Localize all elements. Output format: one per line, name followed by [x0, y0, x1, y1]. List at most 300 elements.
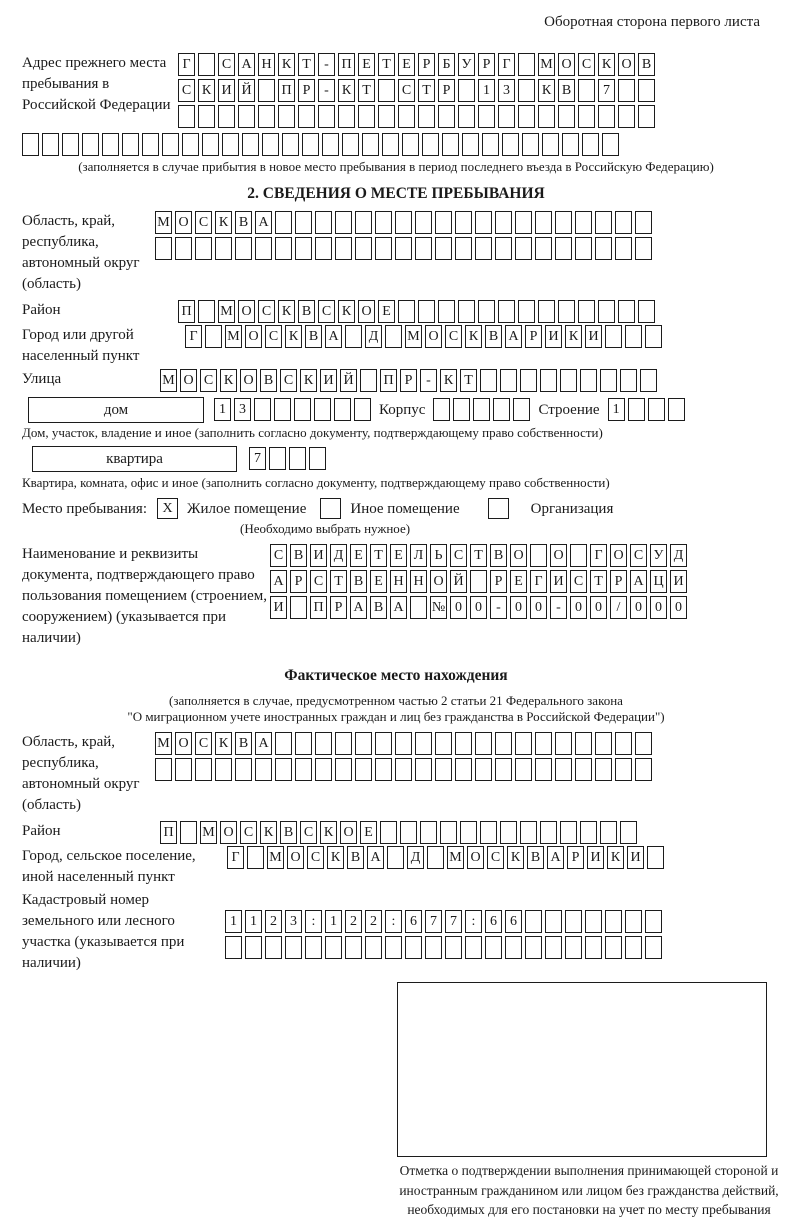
char-cell[interactable]: [335, 732, 352, 755]
char-cell[interactable]: [195, 237, 212, 260]
char-cell[interactable]: [415, 732, 432, 755]
char-cell[interactable]: [605, 325, 622, 348]
char-cell[interactable]: К: [465, 325, 482, 348]
char-cell[interactable]: Й: [238, 79, 255, 102]
char-cell[interactable]: [382, 133, 399, 156]
char-cell[interactable]: [498, 300, 515, 323]
char-cell[interactable]: [495, 237, 512, 260]
char-cell[interactable]: Т: [298, 53, 315, 76]
char-cell[interactable]: [322, 133, 339, 156]
char-cell[interactable]: Е: [358, 53, 375, 76]
char-cell[interactable]: [355, 732, 372, 755]
prev-address-overflow-row[interactable]: [22, 133, 770, 156]
char-cell[interactable]: [502, 133, 519, 156]
char-cell[interactable]: О: [340, 821, 357, 844]
char-cell[interactable]: А: [367, 846, 384, 869]
char-cell[interactable]: К: [285, 325, 302, 348]
char-cell[interactable]: [362, 133, 379, 156]
region-row-2[interactable]: [155, 237, 652, 260]
char-cell[interactable]: 1: [245, 910, 262, 933]
char-cell[interactable]: [254, 398, 271, 421]
char-cell[interactable]: [314, 398, 331, 421]
char-cell[interactable]: [598, 105, 615, 128]
char-cell[interactable]: [102, 133, 119, 156]
char-cell[interactable]: Т: [358, 79, 375, 102]
char-cell[interactable]: [535, 237, 552, 260]
char-cell[interactable]: П: [160, 821, 177, 844]
char-cell[interactable]: [535, 732, 552, 755]
char-cell[interactable]: [175, 237, 192, 260]
char-cell[interactable]: Д: [670, 544, 687, 567]
char-cell[interactable]: П: [380, 369, 397, 392]
char-cell[interactable]: К: [320, 821, 337, 844]
char-cell[interactable]: [618, 300, 635, 323]
prev-address-row-2[interactable]: [178, 79, 655, 102]
char-cell[interactable]: [354, 398, 371, 421]
char-cell[interactable]: [647, 846, 664, 869]
char-cell[interactable]: К: [440, 369, 457, 392]
char-cell[interactable]: [615, 237, 632, 260]
actual-city-row[interactable]: [227, 846, 664, 869]
char-cell[interactable]: 0: [450, 596, 467, 619]
prev-address-row-1[interactable]: [178, 53, 655, 76]
char-cell[interactable]: [600, 821, 617, 844]
char-cell[interactable]: [445, 936, 462, 959]
char-cell[interactable]: 2: [345, 910, 362, 933]
char-cell[interactable]: [290, 596, 307, 619]
char-cell[interactable]: В: [638, 53, 655, 76]
char-cell[interactable]: С: [200, 369, 217, 392]
char-cell[interactable]: [305, 936, 322, 959]
char-cell[interactable]: В: [485, 325, 502, 348]
char-cell[interactable]: [555, 211, 572, 234]
char-cell[interactable]: [355, 758, 372, 781]
char-cell[interactable]: [375, 758, 392, 781]
char-cell[interactable]: С: [445, 325, 462, 348]
char-cell[interactable]: [42, 133, 59, 156]
char-cell[interactable]: 0: [530, 596, 547, 619]
char-cell[interactable]: [242, 133, 259, 156]
char-cell[interactable]: Т: [418, 79, 435, 102]
char-cell[interactable]: А: [547, 846, 564, 869]
char-cell[interactable]: [262, 133, 279, 156]
char-cell[interactable]: [235, 758, 252, 781]
char-cell[interactable]: С: [487, 846, 504, 869]
char-cell[interactable]: Г: [498, 53, 515, 76]
char-cell[interactable]: С: [630, 544, 647, 567]
char-cell[interactable]: 1: [325, 910, 342, 933]
char-cell[interactable]: [565, 910, 582, 933]
char-cell[interactable]: [378, 79, 395, 102]
char-cell[interactable]: С: [195, 211, 212, 234]
char-cell[interactable]: [385, 936, 402, 959]
char-cell[interactable]: [278, 105, 295, 128]
char-cell[interactable]: С: [300, 821, 317, 844]
char-cell[interactable]: [395, 237, 412, 260]
char-cell[interactable]: [562, 133, 579, 156]
char-cell[interactable]: С: [218, 53, 235, 76]
char-cell[interactable]: М: [200, 821, 217, 844]
char-cell[interactable]: -: [318, 79, 335, 102]
char-cell[interactable]: Н: [390, 570, 407, 593]
char-cell[interactable]: Р: [525, 325, 542, 348]
char-cell[interactable]: Т: [470, 544, 487, 567]
char-cell[interactable]: Г: [178, 53, 195, 76]
char-cell[interactable]: [215, 758, 232, 781]
char-cell[interactable]: К: [278, 53, 295, 76]
house-type-box[interactable]: дом: [28, 397, 204, 423]
char-cell[interactable]: [515, 211, 532, 234]
char-cell[interactable]: 2: [265, 910, 282, 933]
char-cell[interactable]: Л: [410, 544, 427, 567]
char-cell[interactable]: П: [178, 300, 195, 323]
char-cell[interactable]: Н: [410, 570, 427, 593]
char-cell[interactable]: [515, 758, 532, 781]
apartment-type-box[interactable]: квартира: [32, 446, 237, 472]
char-cell[interactable]: [545, 936, 562, 959]
char-cell[interactable]: А: [255, 732, 272, 755]
char-cell[interactable]: [258, 105, 275, 128]
char-cell[interactable]: И: [585, 325, 602, 348]
char-cell[interactable]: К: [338, 79, 355, 102]
char-cell[interactable]: О: [175, 211, 192, 234]
char-cell[interactable]: [438, 300, 455, 323]
char-cell[interactable]: [470, 570, 487, 593]
char-cell[interactable]: [395, 211, 412, 234]
char-cell[interactable]: [560, 369, 577, 392]
char-cell[interactable]: В: [490, 544, 507, 567]
char-cell[interactable]: [575, 237, 592, 260]
char-cell[interactable]: [453, 398, 470, 421]
char-cell[interactable]: [480, 369, 497, 392]
char-cell[interactable]: [455, 732, 472, 755]
char-cell[interactable]: В: [280, 821, 297, 844]
char-cell[interactable]: Р: [490, 570, 507, 593]
char-cell[interactable]: [455, 758, 472, 781]
char-cell[interactable]: [635, 237, 652, 260]
char-cell[interactable]: А: [270, 570, 287, 593]
char-cell[interactable]: [338, 105, 355, 128]
char-cell[interactable]: [580, 369, 597, 392]
char-cell[interactable]: [442, 133, 459, 156]
char-cell[interactable]: №: [430, 596, 447, 619]
char-cell[interactable]: [375, 237, 392, 260]
char-cell[interactable]: Д: [365, 325, 382, 348]
char-cell[interactable]: 7: [249, 447, 266, 470]
char-cell[interactable]: [600, 369, 617, 392]
char-cell[interactable]: Т: [378, 53, 395, 76]
char-cell[interactable]: 1: [225, 910, 242, 933]
document-row-3[interactable]: [270, 596, 687, 619]
char-cell[interactable]: [418, 300, 435, 323]
char-cell[interactable]: [635, 758, 652, 781]
char-cell[interactable]: [238, 105, 255, 128]
premises-other-checkbox[interactable]: [320, 498, 341, 519]
char-cell[interactable]: [518, 79, 535, 102]
char-cell[interactable]: [355, 237, 372, 260]
char-cell[interactable]: [418, 105, 435, 128]
char-cell[interactable]: [435, 237, 452, 260]
char-cell[interactable]: [575, 732, 592, 755]
char-cell[interactable]: [478, 105, 495, 128]
char-cell[interactable]: Р: [438, 79, 455, 102]
char-cell[interactable]: К: [220, 369, 237, 392]
char-cell[interactable]: [518, 105, 535, 128]
char-cell[interactable]: 6: [505, 910, 522, 933]
char-cell[interactable]: [62, 133, 79, 156]
char-cell[interactable]: [648, 398, 665, 421]
char-cell[interactable]: [410, 596, 427, 619]
char-cell[interactable]: О: [220, 821, 237, 844]
char-cell[interactable]: [295, 758, 312, 781]
char-cell[interactable]: А: [350, 596, 367, 619]
char-cell[interactable]: [440, 821, 457, 844]
char-cell[interactable]: [302, 133, 319, 156]
street-row[interactable]: [160, 369, 657, 392]
char-cell[interactable]: [275, 732, 292, 755]
char-cell[interactable]: А: [505, 325, 522, 348]
char-cell[interactable]: [595, 732, 612, 755]
char-cell[interactable]: Г: [590, 544, 607, 567]
char-cell[interactable]: [295, 237, 312, 260]
char-cell[interactable]: [425, 936, 442, 959]
char-cell[interactable]: [258, 79, 275, 102]
char-cell[interactable]: М: [267, 846, 284, 869]
char-cell[interactable]: [378, 105, 395, 128]
char-cell[interactable]: М: [447, 846, 464, 869]
char-cell[interactable]: К: [215, 732, 232, 755]
char-cell[interactable]: [595, 211, 612, 234]
char-cell[interactable]: [485, 936, 502, 959]
char-cell[interactable]: [555, 758, 572, 781]
char-cell[interactable]: Д: [330, 544, 347, 567]
char-cell[interactable]: [582, 133, 599, 156]
char-cell[interactable]: [415, 237, 432, 260]
char-cell[interactable]: [668, 398, 685, 421]
char-cell[interactable]: В: [305, 325, 322, 348]
char-cell[interactable]: П: [338, 53, 355, 76]
char-cell[interactable]: В: [235, 211, 252, 234]
char-cell[interactable]: 7: [598, 79, 615, 102]
char-cell[interactable]: 3: [285, 910, 302, 933]
char-cell[interactable]: [495, 211, 512, 234]
char-cell[interactable]: [198, 53, 215, 76]
char-cell[interactable]: [225, 936, 242, 959]
char-cell[interactable]: [525, 936, 542, 959]
char-cell[interactable]: [275, 758, 292, 781]
char-cell[interactable]: М: [155, 732, 172, 755]
char-cell[interactable]: Р: [478, 53, 495, 76]
char-cell[interactable]: А: [255, 211, 272, 234]
char-cell[interactable]: [635, 732, 652, 755]
char-cell[interactable]: [82, 133, 99, 156]
char-cell[interactable]: [575, 758, 592, 781]
char-cell[interactable]: И: [310, 544, 327, 567]
char-cell[interactable]: [618, 79, 635, 102]
char-cell[interactable]: У: [650, 544, 667, 567]
char-cell[interactable]: Е: [390, 544, 407, 567]
char-cell[interactable]: Е: [370, 570, 387, 593]
char-cell[interactable]: [595, 237, 612, 260]
char-cell[interactable]: Р: [330, 596, 347, 619]
char-cell[interactable]: [398, 105, 415, 128]
char-cell[interactable]: С: [450, 544, 467, 567]
char-cell[interactable]: 1: [214, 398, 231, 421]
char-cell[interactable]: Р: [290, 570, 307, 593]
char-cell[interactable]: [605, 910, 622, 933]
char-cell[interactable]: 3: [498, 79, 515, 102]
district-row[interactable]: [178, 300, 655, 323]
char-cell[interactable]: [142, 133, 159, 156]
char-cell[interactable]: О: [618, 53, 635, 76]
char-cell[interactable]: [478, 300, 495, 323]
char-cell[interactable]: [618, 105, 635, 128]
char-cell[interactable]: 0: [630, 596, 647, 619]
char-cell[interactable]: [309, 447, 326, 470]
char-cell[interactable]: Б: [438, 53, 455, 76]
char-cell[interactable]: [515, 732, 532, 755]
char-cell[interactable]: О: [175, 732, 192, 755]
char-cell[interactable]: [289, 447, 306, 470]
premises-organization-checkbox[interactable]: [488, 498, 509, 519]
char-cell[interactable]: О: [180, 369, 197, 392]
char-cell[interactable]: [542, 133, 559, 156]
char-cell[interactable]: [375, 732, 392, 755]
char-cell[interactable]: [255, 237, 272, 260]
char-cell[interactable]: [202, 133, 219, 156]
char-cell[interactable]: [222, 133, 239, 156]
char-cell[interactable]: [500, 821, 517, 844]
char-cell[interactable]: 3: [234, 398, 251, 421]
char-cell[interactable]: [585, 910, 602, 933]
char-cell[interactable]: К: [198, 79, 215, 102]
char-cell[interactable]: [585, 936, 602, 959]
char-cell[interactable]: [615, 732, 632, 755]
char-cell[interactable]: А: [325, 325, 342, 348]
char-cell[interactable]: С: [570, 570, 587, 593]
char-cell[interactable]: [518, 300, 535, 323]
char-cell[interactable]: [460, 821, 477, 844]
char-cell[interactable]: [265, 936, 282, 959]
char-cell[interactable]: [245, 936, 262, 959]
char-cell[interactable]: [335, 758, 352, 781]
char-cell[interactable]: С: [398, 79, 415, 102]
char-cell[interactable]: О: [240, 369, 257, 392]
char-cell[interactable]: [615, 211, 632, 234]
char-cell[interactable]: [335, 211, 352, 234]
char-cell[interactable]: [558, 300, 575, 323]
char-cell[interactable]: [578, 79, 595, 102]
char-cell[interactable]: К: [338, 300, 355, 323]
char-cell[interactable]: [635, 211, 652, 234]
actual-district-row[interactable]: [160, 821, 637, 844]
char-cell[interactable]: [385, 325, 402, 348]
char-cell[interactable]: [458, 79, 475, 102]
char-cell[interactable]: [645, 325, 662, 348]
char-cell[interactable]: О: [550, 544, 567, 567]
char-cell[interactable]: [198, 105, 215, 128]
char-cell[interactable]: [295, 732, 312, 755]
char-cell[interactable]: К: [260, 821, 277, 844]
char-cell[interactable]: [435, 758, 452, 781]
house-number-row[interactable]: [214, 398, 371, 421]
char-cell[interactable]: [638, 105, 655, 128]
char-cell[interactable]: Ц: [650, 570, 667, 593]
char-cell[interactable]: Г: [185, 325, 202, 348]
char-cell[interactable]: [602, 133, 619, 156]
char-cell[interactable]: О: [238, 300, 255, 323]
char-cell[interactable]: К: [215, 211, 232, 234]
char-cell[interactable]: [475, 758, 492, 781]
char-cell[interactable]: 0: [590, 596, 607, 619]
char-cell[interactable]: [473, 398, 490, 421]
char-cell[interactable]: [438, 105, 455, 128]
char-cell[interactable]: Е: [378, 300, 395, 323]
char-cell[interactable]: [620, 369, 637, 392]
char-cell[interactable]: [22, 133, 39, 156]
char-cell[interactable]: С: [318, 300, 335, 323]
char-cell[interactable]: [285, 936, 302, 959]
char-cell[interactable]: Т: [590, 570, 607, 593]
char-cell[interactable]: Т: [370, 544, 387, 567]
char-cell[interactable]: Р: [298, 79, 315, 102]
char-cell[interactable]: 1: [608, 398, 625, 421]
char-cell[interactable]: -: [420, 369, 437, 392]
char-cell[interactable]: А: [630, 570, 647, 593]
char-cell[interactable]: В: [298, 300, 315, 323]
char-cell[interactable]: М: [405, 325, 422, 348]
char-cell[interactable]: [274, 398, 291, 421]
char-cell[interactable]: В: [350, 570, 367, 593]
char-cell[interactable]: [162, 133, 179, 156]
char-cell[interactable]: К: [278, 300, 295, 323]
char-cell[interactable]: [422, 133, 439, 156]
char-cell[interactable]: В: [370, 596, 387, 619]
char-cell[interactable]: [415, 211, 432, 234]
char-cell[interactable]: [325, 936, 342, 959]
char-cell[interactable]: И: [587, 846, 604, 869]
char-cell[interactable]: [545, 910, 562, 933]
char-cell[interactable]: [480, 821, 497, 844]
char-cell[interactable]: [540, 821, 557, 844]
char-cell[interactable]: П: [278, 79, 295, 102]
char-cell[interactable]: Е: [350, 544, 367, 567]
char-cell[interactable]: [625, 936, 642, 959]
region-row-1[interactable]: [155, 211, 652, 234]
char-cell[interactable]: [505, 936, 522, 959]
char-cell[interactable]: [465, 936, 482, 959]
char-cell[interactable]: В: [558, 79, 575, 102]
char-cell[interactable]: О: [430, 570, 447, 593]
char-cell[interactable]: -: [490, 596, 507, 619]
char-cell[interactable]: [380, 821, 397, 844]
city-row[interactable]: [185, 325, 662, 348]
char-cell[interactable]: [400, 821, 417, 844]
char-cell[interactable]: [500, 369, 517, 392]
char-cell[interactable]: [315, 237, 332, 260]
char-cell[interactable]: 7: [425, 910, 442, 933]
char-cell[interactable]: В: [290, 544, 307, 567]
char-cell[interactable]: [525, 910, 542, 933]
cadastre-row-1[interactable]: [225, 910, 662, 933]
char-cell[interactable]: [560, 821, 577, 844]
char-cell[interactable]: 2: [365, 910, 382, 933]
char-cell[interactable]: [318, 105, 335, 128]
char-cell[interactable]: /: [610, 596, 627, 619]
char-cell[interactable]: [513, 398, 530, 421]
char-cell[interactable]: [558, 105, 575, 128]
char-cell[interactable]: К: [507, 846, 524, 869]
